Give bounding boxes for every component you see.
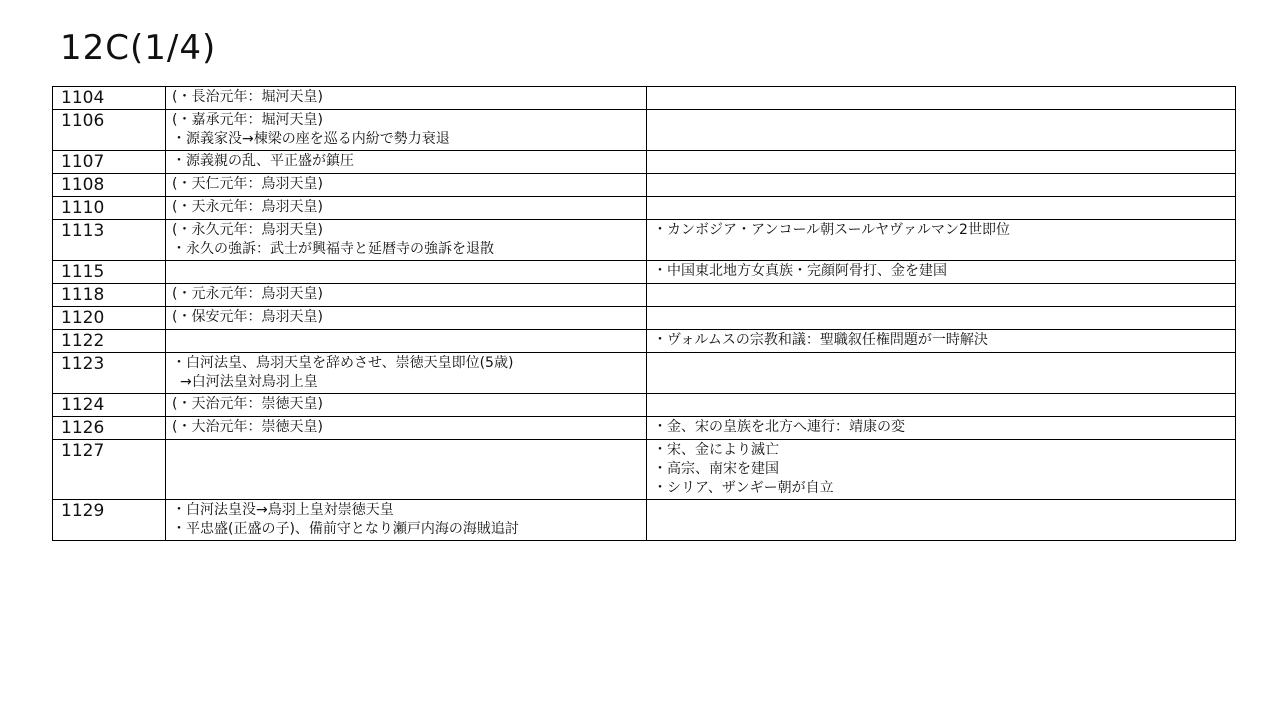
japan-events-cell (166, 151, 647, 174)
year-cell: 1123 (53, 353, 166, 394)
timeline-row (53, 151, 1236, 174)
world-events-cell (647, 394, 1236, 417)
timeline-row (53, 394, 1236, 417)
japan-event-line: ・平忠盛(正盛の子)、備前守となり瀬戸内海の海賊追討 (172, 521, 519, 537)
japan-events-cell (166, 197, 647, 220)
world-events-cell (647, 500, 1236, 541)
japan-event-line: →白河法皇対鳥羽上皇 (180, 374, 318, 390)
world-events-cell (647, 87, 1236, 110)
japan-events-cell (166, 330, 647, 353)
timeline-row (53, 307, 1236, 330)
japan-event-line: (・嘉承元年：堀河天皇) (172, 112, 323, 128)
world-events-cell (647, 284, 1236, 307)
japan-events-cell (166, 394, 647, 417)
year-cell: 1127 (53, 440, 166, 500)
year-cell: 1110 (53, 197, 166, 220)
world-event-line: ・中国東北地方女真族・完顔阿骨打、金を建国 (653, 263, 947, 279)
japan-event-line: (・元永元年：鳥羽天皇) (172, 286, 323, 302)
timeline-row (53, 261, 1236, 284)
timeline-row (53, 353, 1236, 394)
world-event-line: ・ヴォルムスの宗教和議：聖職叙任権問題が一時解決 (653, 332, 988, 348)
japan-events-cell (166, 500, 647, 541)
timeline-row (53, 440, 1236, 500)
japan-events-cell (166, 353, 647, 394)
timeline-row (53, 417, 1236, 440)
world-events-cell (647, 330, 1236, 353)
world-events-cell (647, 110, 1236, 151)
world-events-cell (647, 417, 1236, 440)
world-events-cell (647, 197, 1236, 220)
year-cell: 1124 (53, 394, 166, 417)
japan-events-cell (166, 284, 647, 307)
timeline-row (53, 284, 1236, 307)
year-cell: 1107 (53, 151, 166, 174)
timeline-row (53, 500, 1236, 541)
world-event-line: ・シリア、ザンギー朝が自立 (653, 480, 834, 496)
world-event-line: ・宋、金により滅亡 (653, 442, 779, 458)
japan-events-cell (166, 87, 647, 110)
timeline-row (53, 197, 1236, 220)
timeline-body (53, 87, 1236, 541)
world-events-cell (647, 440, 1236, 500)
japan-event-line: (・永久元年：鳥羽天皇) (172, 222, 323, 238)
japan-event-line: (・天永元年：鳥羽天皇) (172, 199, 323, 215)
japan-event-line: ・源義家没→棟梁の座を巡る内紛で勢力衰退 (172, 131, 450, 147)
world-event-line: ・高宗、南宋を建国 (653, 461, 779, 477)
japan-events-cell (166, 440, 647, 500)
world-events-cell (647, 151, 1236, 174)
page-title: 12C(1/4) (60, 28, 217, 68)
japan-events-cell (166, 174, 647, 197)
japan-event-line: (・長治元年：堀河天皇) (172, 89, 323, 105)
japan-events-cell (166, 261, 647, 284)
japan-event-line: (・天治元年：崇徳天皇) (172, 396, 323, 412)
year-cell: 1106 (53, 110, 166, 151)
japan-event-line: (・天仁元年：鳥羽天皇) (172, 176, 323, 192)
year-cell: 1113 (53, 220, 166, 261)
world-events-cell (647, 174, 1236, 197)
year-cell: 1108 (53, 174, 166, 197)
japan-events-cell (166, 220, 647, 261)
year-cell: 1122 (53, 330, 166, 353)
year-cell: 1118 (53, 284, 166, 307)
world-events-cell (647, 353, 1236, 394)
japan-event-line: (・保安元年：鳥羽天皇) (172, 309, 323, 325)
timeline-row (53, 330, 1236, 353)
japan-event-line: (・大治元年：崇徳天皇) (172, 419, 323, 435)
year-cell: 1115 (53, 261, 166, 284)
year-cell: 1120 (53, 307, 166, 330)
japan-event-line: ・永久の強訴：武士が興福寺と延暦寺の強訴を退散 (172, 241, 494, 257)
japan-events-cell (166, 110, 647, 151)
japan-event-line: ・白河法皇、鳥羽天皇を辞めさせ、崇徳天皇即位(5歳) (172, 355, 514, 371)
year-cell: 1104 (53, 87, 166, 110)
japan-event-line: ・源義親の乱、平正盛が鎮圧 (172, 153, 354, 169)
timeline-row (53, 110, 1236, 151)
world-events-cell (647, 307, 1236, 330)
japan-events-cell (166, 417, 647, 440)
year-cell: 1129 (53, 500, 166, 541)
world-event-line: ・金、宋の皇族を北方へ連行：靖康の変 (653, 419, 905, 435)
world-events-cell (647, 220, 1236, 261)
japan-events-cell (166, 307, 647, 330)
timeline-table (52, 86, 1236, 541)
japan-event-line: ・白河法皇没→鳥羽上皇対崇徳天皇 (172, 502, 394, 518)
world-event-line: ・カンボジア・アンコール朝スールヤヴァルマン2世即位 (653, 222, 1010, 238)
timeline-row (53, 174, 1236, 197)
year-cell: 1126 (53, 417, 166, 440)
timeline-row (53, 220, 1236, 261)
world-events-cell (647, 261, 1236, 284)
timeline-row (53, 87, 1236, 110)
